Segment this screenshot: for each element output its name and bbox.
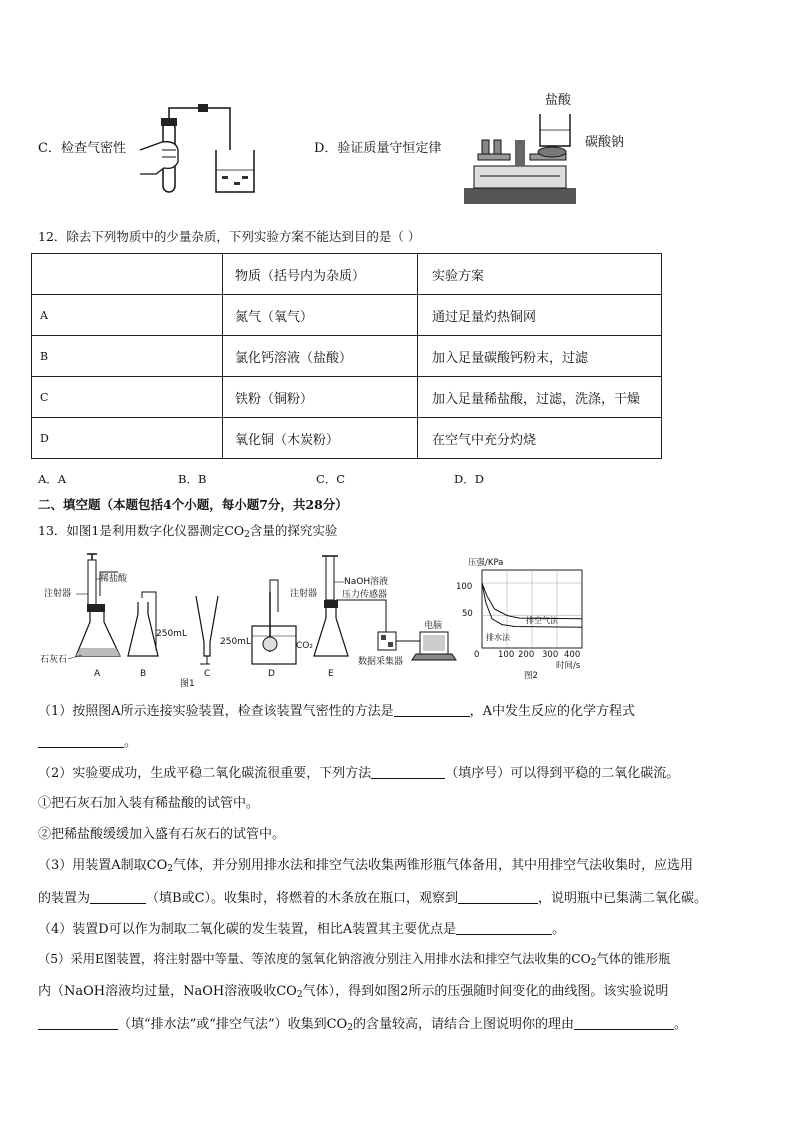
xtick: 100 — [498, 650, 515, 660]
series-label-air: 排空气法 — [526, 616, 558, 625]
label-d: D — [268, 669, 275, 679]
table-cell: A — [32, 295, 223, 336]
table-header-cell: 实验方案 — [418, 254, 662, 295]
ytick: 50 — [462, 609, 473, 619]
table-row — [32, 295, 662, 336]
answer-blank[interactable] — [574, 1016, 674, 1030]
q13-part-3-line2: 的装置为 （填B或C）。收集时，将燃着的木条放在瓶口，观察到 ，说明瓶中已集满二氧化碳。 — [38, 891, 708, 906]
volume-label-c: 250mL — [220, 637, 251, 647]
answer-blank[interactable] — [371, 765, 445, 779]
table-header-cell: 物质（括号内为杂质） — [223, 254, 418, 295]
question-12-stem: 12．除去下列物质中的少量杂质，下列实验方案不能达到目的是（ ） — [38, 229, 421, 244]
dilute-hcl-label: 稀盐酸 — [100, 574, 128, 584]
table-header-cell — [32, 254, 223, 295]
label-b: B — [140, 669, 147, 679]
table-cell: 氧化铜（木炭粉） — [223, 418, 418, 459]
table-cell: 铁粉（铜粉） — [223, 377, 418, 418]
answer-blank[interactable] — [38, 734, 124, 748]
answer-blank[interactable] — [456, 921, 552, 935]
airtightness-check-figure — [130, 100, 270, 200]
table-row — [32, 336, 662, 377]
figure-1-apparatus — [38, 552, 458, 692]
q13-part-5-line2: 内（NaOH溶液均过量，NaOH溶液吸收$CO_2$气体），得到如图2所示的压强随时间变化的曲线图。该实验说明 — [38, 984, 669, 1000]
q13-part-5: （5）采用E图装置，将注射器中等量、等浓度的氢氧化钠溶液分别注入用排水法和排空气法收集的$CO_2$气体的锥形瓶 — [38, 952, 671, 968]
label-c: C — [204, 669, 211, 679]
q13-part-2: （2）实验要成功，生成平稳二氧化碳流很重要，下列方法 （填序号）可以得到平稳的二氧化碳流。 — [38, 766, 680, 781]
q13-option-2: ②把稀盐酸缓缓加入盛有石灰石的试管中。 — [38, 827, 286, 842]
syringe-label: 注射器 — [44, 589, 72, 599]
table-row — [32, 418, 662, 459]
choice-c: C．C — [316, 472, 346, 486]
series-label-water: 排水法 — [486, 633, 510, 642]
answer-blank[interactable] — [90, 890, 146, 904]
ytick: 100 — [456, 582, 473, 592]
chart-xlabel: 时间/s — [556, 661, 581, 671]
pressure-sensor-label: 压力传感器 — [342, 590, 388, 600]
data-collector-label: 数据采集器 — [358, 657, 404, 667]
q13-part-1-line2: 。 — [38, 734, 137, 749]
volume-label-b: 250mL — [156, 629, 187, 639]
choice-a: A．A — [38, 472, 67, 486]
hcl-label: 盐酸 — [545, 93, 572, 108]
figure-2-chart — [452, 556, 588, 680]
question-13-stem: 13．如图1是利用数字化仪器测定$CO_2$含量的探究实验 — [38, 523, 338, 540]
syringe-e-label: 注射器 — [290, 589, 318, 599]
table-cell: 通过足量灼热铜网 — [418, 295, 662, 336]
question-12-table — [31, 253, 662, 459]
co2-label: CO₂ — [296, 641, 313, 651]
section-2-heading: 二、填空题（本题包括4个小题，每小题7分，共28分） — [38, 497, 348, 512]
xtick: 300 — [542, 650, 559, 660]
label-e: E — [328, 669, 334, 679]
answer-blank[interactable] — [458, 890, 538, 904]
table-cell: 加入足量碳酸钙粉末，过滤 — [418, 336, 662, 377]
table-cell: B — [32, 336, 223, 377]
choice-b: B．B — [178, 472, 207, 486]
q13-option-1: ①把石灰石加入装有稀盐酸的试管中。 — [38, 796, 260, 811]
q13-part-4: （4）装置D可以作为制取二氧化碳的发生装置，相比A装置其主要优点是 。 — [38, 922, 566, 937]
figure-2-caption: 图2 — [524, 671, 538, 680]
q13-part-5-line3: （填“排水法”或“排空气法”）收集到$CO_2$的含量较高，请结合上图说明你的理由 。 — [38, 1016, 687, 1033]
table-cell: 氮气（氧气） — [223, 295, 418, 336]
naoh-solution-label: NaOH溶液 — [344, 577, 389, 587]
ytick: 0 — [474, 650, 480, 660]
mass-conservation-figure — [460, 88, 640, 210]
option-d-label: D．验证质量守恒定律 — [314, 141, 442, 156]
q13-part-1: （1）按照图A所示连接实验装置，检查该装置气密性的方法是 ，A中发生反应的化学方程式 — [38, 704, 636, 719]
table-row — [32, 377, 662, 418]
answer-blank[interactable] — [38, 1016, 118, 1030]
figure-1-caption: 图1 — [180, 679, 195, 689]
table-cell: D — [32, 418, 223, 459]
table-cell: 氯化钙溶液（盐酸） — [223, 336, 418, 377]
table-cell: 加入足量稀盐酸，过滤，洗涤，干燥 — [418, 377, 662, 418]
limestone-label: 石灰石 — [40, 655, 68, 665]
computer-label: 电脑 — [424, 621, 443, 631]
label-a: A — [94, 669, 101, 679]
choice-d: D．D — [454, 472, 484, 486]
table-cell: C — [32, 377, 223, 418]
table-cell: 在空气中充分灼烧 — [418, 418, 662, 459]
chart-ylabel: 压强/KPa — [468, 558, 504, 568]
answer-blank[interactable] — [394, 703, 470, 717]
q13-part-3: （3）用装置A制取$CO_2$气体，并分别用排水法和排空气法收集两锥形瓶气体备用，其中用排空气法收集时，应选用 — [38, 858, 694, 874]
xtick: 400 — [564, 650, 581, 660]
na2co3-label: 碳酸钠 — [585, 135, 625, 150]
option-c-label: C．检查气密性 — [38, 141, 126, 156]
table-header-row — [32, 254, 662, 295]
xtick: 200 — [518, 650, 535, 660]
